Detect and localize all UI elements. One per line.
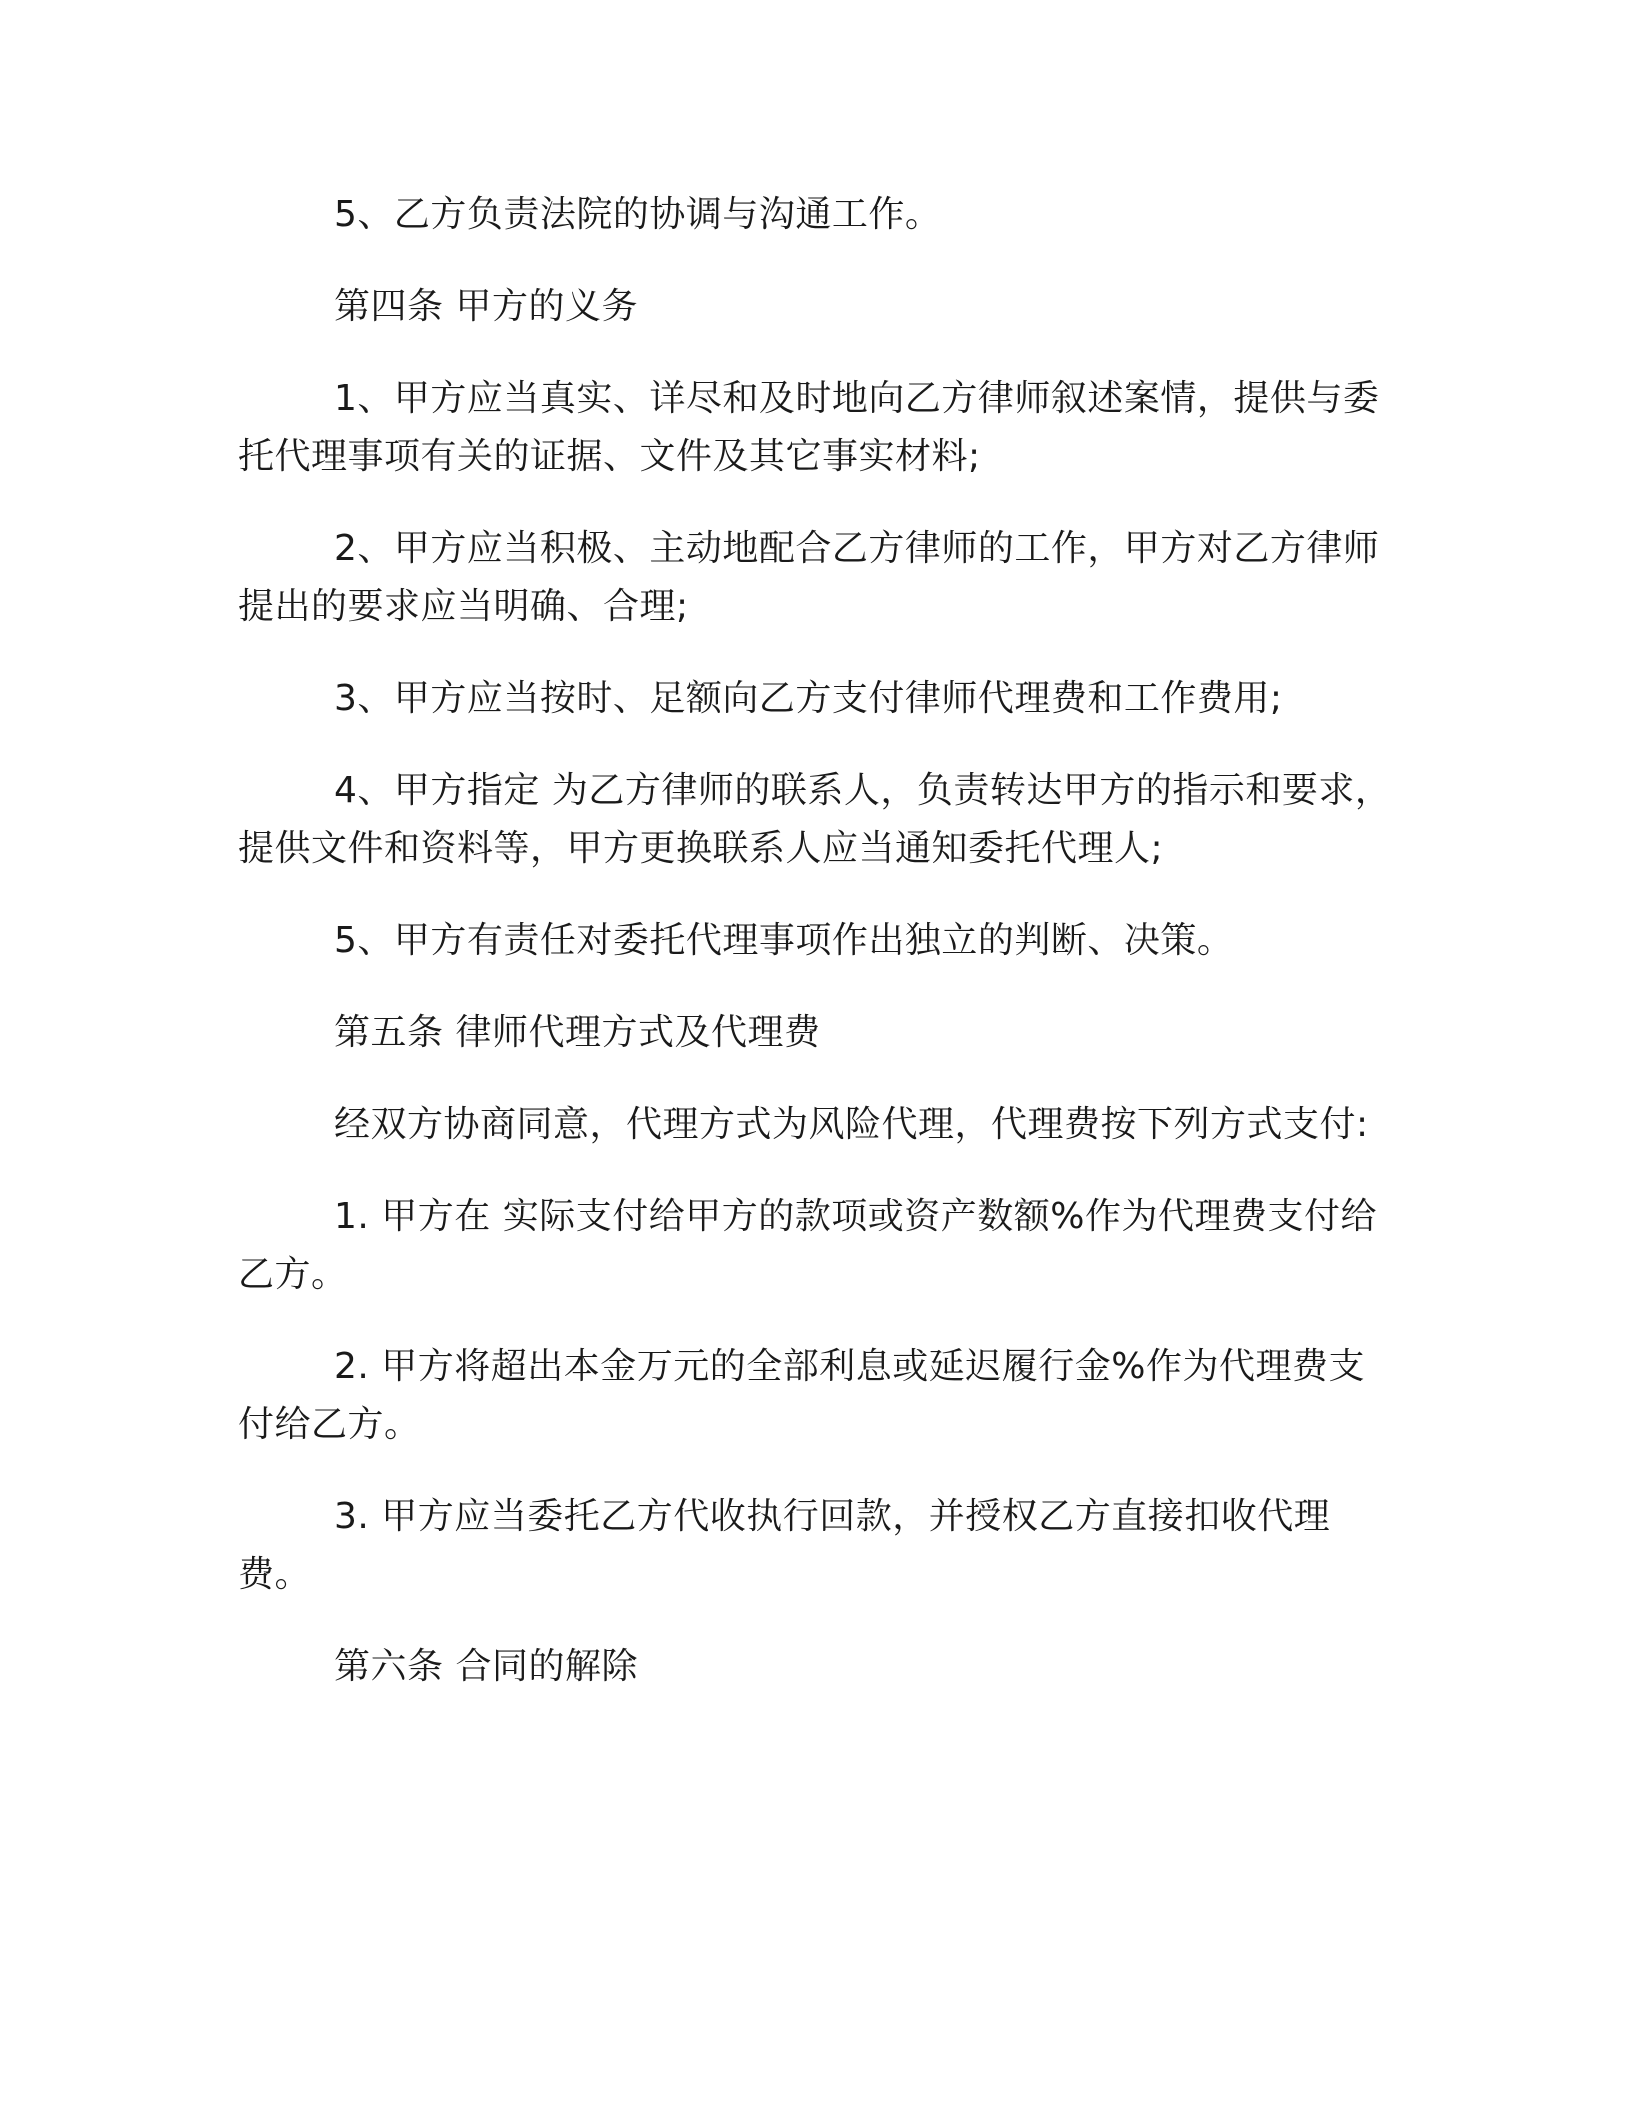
article-6-heading: 第六条 合同的解除: [334, 1646, 638, 1687]
article-4-item-5: 5、甲方有责任对委托代理事项作出独立的判断、决策。: [334, 920, 1234, 961]
article-4-item-4: 4、甲方指定 为乙方律师的联系人，负责转达甲方的指示和要求，提供文件和资料等，甲方更换联系人应当通知委托代理人;: [238, 770, 1392, 869]
article-5-heading: 第五条 律师代理方式及代理费: [334, 1012, 821, 1053]
article-5-intro: 经双方协商同意，代理方式为风险代理，代理费按下列方式支付:: [334, 1104, 1369, 1145]
article-4-item-1: 1、甲方应当真实、详尽和及时地向乙方律师叙述案情，提供与委托代理事项有关的证据、文件及其它事实材料;: [238, 378, 1380, 477]
article-4-heading: 第四条 甲方的义务: [334, 286, 638, 327]
article-5-item-1: 1. 甲方在 实际支付给甲方的款项或资产数额%作为代理费支付给乙方。: [238, 1196, 1377, 1295]
article-4-item-3: 3、甲方应当按时、足额向乙方支付律师代理费和工作费用;: [334, 678, 1283, 719]
document-body: [238, 186, 1394, 1696]
article-4-item-2: 2、甲方应当积极、主动地配合乙方律师的工作，甲方对乙方律师提出的要求应当明确、合理;: [238, 528, 1380, 627]
article-5-item-3: 3. 甲方应当委托乙方代收执行回款，并授权乙方直接扣收代理费。: [238, 1496, 1331, 1595]
article-5-item-2: 2. 甲方将超出本金万元的全部利息或延迟履行金%作为代理费支付给乙方。: [238, 1346, 1365, 1445]
clause-3-item-5: 5、乙方负责法院的协调与沟通工作。: [334, 194, 942, 235]
